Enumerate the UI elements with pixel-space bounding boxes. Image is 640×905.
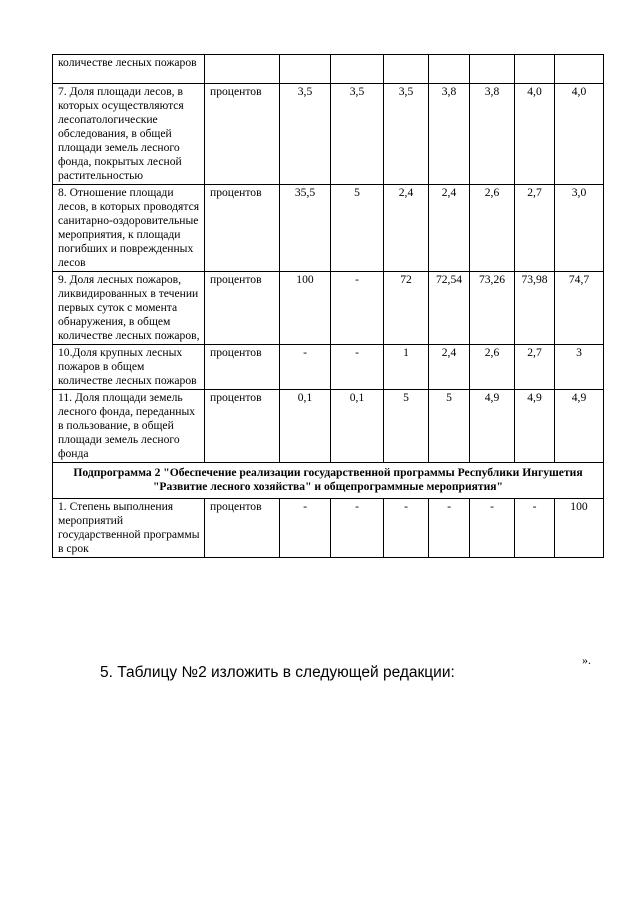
value-cell: 74,7 bbox=[555, 272, 604, 345]
unit-cell: процентов bbox=[205, 390, 280, 463]
amendment-paragraph: 5. Таблицу №2 изложить в следующей редакции: bbox=[100, 664, 455, 681]
value-cell: 100 bbox=[280, 272, 331, 345]
value-cell: 3,5 bbox=[331, 84, 384, 185]
value-cell bbox=[515, 55, 555, 84]
value-cell: 2,6 bbox=[470, 185, 515, 272]
value-cell: 4,0 bbox=[555, 84, 604, 185]
value-cell: 3,0 bbox=[555, 185, 604, 272]
value-cell bbox=[555, 55, 604, 84]
indicator-cell: 8. Отношение площади лесов, в которых проводятся санитарно-оздоровительные мероприятия, к площади погибших и поврежденных лесов bbox=[53, 185, 205, 272]
indicator-cell: количестве лесных пожаров bbox=[53, 55, 205, 84]
indicator-cell: 7. Доля площади лесов, в которых осуществляются лесопатологические обследования, в общей площади земель лесного фонда, покрытых лесной растительностью bbox=[53, 84, 205, 185]
value-cell: 0,1 bbox=[331, 390, 384, 463]
value-cell: 35,5 bbox=[280, 185, 331, 272]
section-header-row bbox=[53, 463, 604, 499]
value-cell: - bbox=[384, 499, 429, 558]
value-cell: 73,98 bbox=[515, 272, 555, 345]
value-cell: 2,7 bbox=[515, 185, 555, 272]
value-cell: 3,5 bbox=[280, 84, 331, 185]
table-row bbox=[53, 345, 604, 390]
value-cell: 4,9 bbox=[555, 390, 604, 463]
value-cell: 5 bbox=[384, 390, 429, 463]
table-row bbox=[53, 272, 604, 345]
unit-cell: процентов bbox=[205, 185, 280, 272]
value-cell: 4,9 bbox=[470, 390, 515, 463]
indicator-cell: 9. Доля лесных пожаров, ликвидированных в течении первых суток с момента обнаружения, в общем количестве лесных пожаров, bbox=[53, 272, 205, 345]
table-row bbox=[53, 499, 604, 558]
table-row bbox=[53, 185, 604, 272]
value-cell bbox=[280, 55, 331, 84]
value-cell: 73,26 bbox=[470, 272, 515, 345]
value-cell: 0,1 bbox=[280, 390, 331, 463]
value-cell: 3 bbox=[555, 345, 604, 390]
value-cell: 3,8 bbox=[429, 84, 470, 185]
value-cell: 3,5 bbox=[384, 84, 429, 185]
table-row bbox=[53, 84, 604, 185]
unit-cell bbox=[205, 55, 280, 84]
value-cell bbox=[429, 55, 470, 84]
unit-cell: процентов bbox=[205, 345, 280, 390]
indicator-cell: 10.Доля крупных лесных пожаров в общем количестве лесных пожаров bbox=[53, 345, 205, 390]
value-cell bbox=[384, 55, 429, 84]
value-cell: - bbox=[331, 345, 384, 390]
value-cell: 2,4 bbox=[384, 185, 429, 272]
value-cell: 4,0 bbox=[515, 84, 555, 185]
value-cell: 2,4 bbox=[429, 345, 470, 390]
value-cell: 1 bbox=[384, 345, 429, 390]
indicator-cell: 11. Доля площади земель лесного фонда, переданных в пользование, в общей площади земель лесного фонда bbox=[53, 390, 205, 463]
value-cell: 2,4 bbox=[429, 185, 470, 272]
table-row bbox=[53, 55, 604, 84]
indicators-table bbox=[52, 54, 604, 558]
value-cell: - bbox=[331, 499, 384, 558]
closing-quote-mark: ». bbox=[582, 653, 591, 667]
value-cell: - bbox=[515, 499, 555, 558]
value-cell: - bbox=[331, 272, 384, 345]
subprogram-header: Подпрограмма 2 "Обеспечение реализации государственной программы Республики Ингушетия "Развитие лесного хозяйства" и общепрограммные мероприятия" bbox=[53, 463, 604, 499]
table-row bbox=[53, 390, 604, 463]
value-cell: 2,6 bbox=[470, 345, 515, 390]
value-cell bbox=[470, 55, 515, 84]
value-cell: - bbox=[280, 499, 331, 558]
value-cell: 72 bbox=[384, 272, 429, 345]
value-cell bbox=[331, 55, 384, 84]
value-cell: 5 bbox=[331, 185, 384, 272]
value-cell: 5 bbox=[429, 390, 470, 463]
value-cell: 2,7 bbox=[515, 345, 555, 390]
value-cell: 3,8 bbox=[470, 84, 515, 185]
value-cell: 4,9 bbox=[515, 390, 555, 463]
value-cell: - bbox=[470, 499, 515, 558]
value-cell: - bbox=[429, 499, 470, 558]
unit-cell: процентов bbox=[205, 499, 280, 558]
unit-cell: процентов bbox=[205, 272, 280, 345]
value-cell: - bbox=[280, 345, 331, 390]
value-cell: 72,54 bbox=[429, 272, 470, 345]
indicator-cell: 1. Степень выполнения мероприятий государственной программы в срок bbox=[53, 499, 205, 558]
unit-cell: процентов bbox=[205, 84, 280, 185]
value-cell: 100 bbox=[555, 499, 604, 558]
